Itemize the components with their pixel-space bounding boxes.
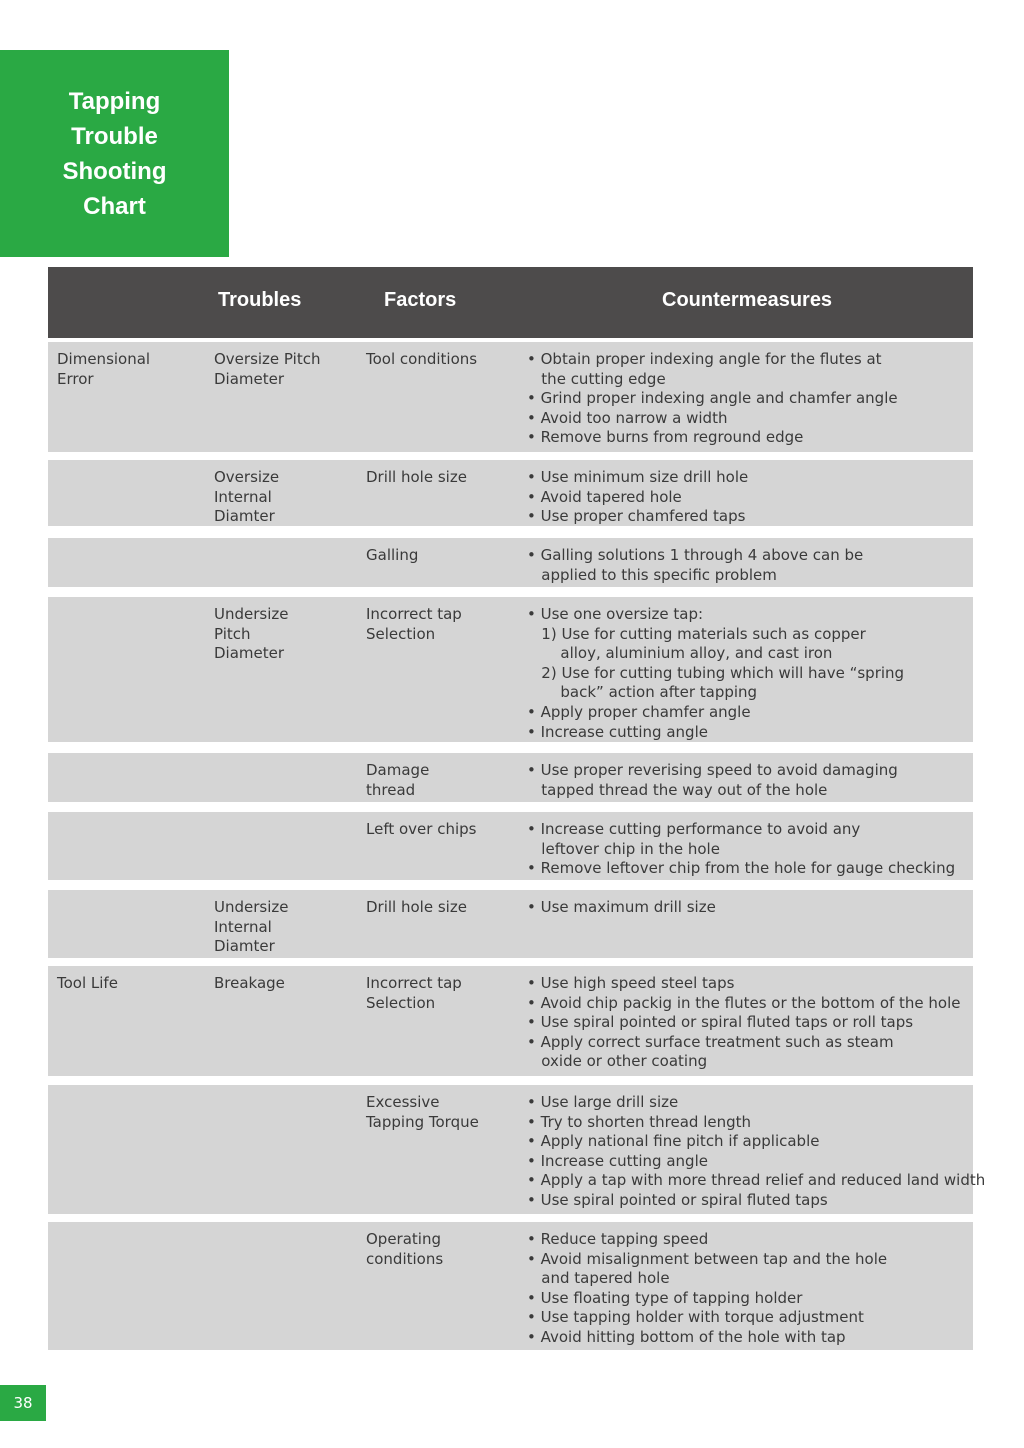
- countermeasure-line: back” action after tapping: [527, 683, 758, 702]
- table-row: [48, 460, 973, 526]
- countermeasure-line: • Use tapping holder with torque adjustment: [527, 1308, 864, 1327]
- title-block: [0, 50, 229, 257]
- factor-cell: Operating conditions: [366, 1230, 444, 1268]
- countermeasure-line: • Use minimum size drill hole: [527, 468, 749, 486]
- factor-cell: Drill hole size: [366, 468, 467, 486]
- countermeasure-line: and tapered hole: [527, 1269, 670, 1288]
- countermeasure-line: • Avoid too narrow a width: [527, 408, 728, 427]
- table-row: [48, 966, 973, 1076]
- countermeasure-cell: [527, 605, 967, 742]
- countermeasure-cell: [527, 1093, 986, 1211]
- table-row: [48, 597, 973, 742]
- countermeasure-line: • Use maximum drill size: [527, 898, 716, 916]
- countermeasure-line: • Apply proper chamfer angle: [527, 702, 751, 721]
- countermeasure-line: • Use proper chamfered taps: [527, 507, 746, 526]
- trouble-cell: Oversize Pitch Diameter: [214, 350, 321, 388]
- table-row: [48, 753, 973, 802]
- countermeasure-line: • Apply correct surface treatment such as steam: [527, 1032, 894, 1051]
- countermeasure-line: oxide or other coating: [527, 1052, 708, 1071]
- table-row: [48, 1222, 973, 1350]
- countermeasure-line: • Use floating type of tapping holder: [527, 1288, 803, 1307]
- countermeasure-line: • Avoid hitting bottom of the hole with tap: [527, 1327, 846, 1346]
- countermeasure-cell: [527, 468, 967, 527]
- factor-cell: Excessive Tapping Torque: [366, 1093, 479, 1131]
- trouble-cell: Undersize Pitch Diameter: [214, 605, 289, 663]
- table-row: [48, 890, 973, 958]
- countermeasure-line: • Increase cutting angle: [527, 1151, 708, 1170]
- countermeasure-cell: [527, 546, 967, 585]
- table-row: [48, 1085, 986, 1214]
- table-body: [48, 342, 986, 1350]
- table-row: [48, 812, 973, 880]
- category-cell: Tool Life: [57, 974, 118, 992]
- countermeasure-line: 1) Use for cutting materials such as copper: [527, 624, 866, 643]
- countermeasure-line: applied to this specific problem: [527, 565, 777, 584]
- trouble-cell: Oversize Internal Diamter: [214, 468, 280, 526]
- trouble-shooting-table: [48, 267, 986, 1350]
- factor-cell: Damage thread: [366, 761, 430, 799]
- countermeasure-line: leftover chip in the hole: [527, 839, 720, 858]
- header-factors: Factors: [384, 289, 457, 311]
- countermeasure-line: • Try to shorten thread length: [527, 1112, 752, 1131]
- factor-cell: Incorrect tap Selection: [366, 974, 462, 1012]
- table-header: [48, 267, 973, 338]
- countermeasure-cell: [527, 1230, 967, 1348]
- countermeasure-line: • Apply a tap with more thread relief and reduced land width: [527, 1171, 986, 1190]
- trouble-cell: Breakage: [214, 974, 285, 992]
- countermeasure-line: • Increase cutting angle: [527, 722, 708, 741]
- countermeasure-line: • Avoid chip packig in the flutes or the bottom of the hole: [527, 993, 961, 1012]
- factor-cell: Incorrect tap Selection: [366, 605, 462, 643]
- countermeasure-line: • Use high speed steel taps: [527, 974, 735, 992]
- countermeasure-line: • Avoid tapered hole: [527, 487, 682, 506]
- countermeasure-line: • Galling solutions 1 through 4 above can be: [527, 546, 864, 564]
- countermeasure-cell: [527, 761, 967, 800]
- header-troubles: Troubles: [218, 289, 302, 311]
- factor-cell: Drill hole size: [366, 898, 467, 916]
- countermeasure-cell: [527, 820, 967, 879]
- countermeasure-line: tapped thread the way out of the hole: [527, 780, 828, 799]
- countermeasure-line: 2) Use for cutting tubing which will have “spring: [527, 663, 905, 682]
- countermeasure-line: • Reduce tapping speed: [527, 1230, 709, 1248]
- countermeasure-line: • Apply national fine pitch if applicable: [527, 1132, 820, 1151]
- table-row: [48, 342, 973, 452]
- countermeasure-cell: [527, 898, 967, 918]
- factor-cell: Left over chips: [366, 820, 477, 838]
- countermeasure-line: • Use one oversize tap:: [527, 605, 704, 623]
- countermeasure-line: the cutting edge: [527, 369, 666, 388]
- countermeasure-line: • Obtain proper indexing angle for the flutes at: [527, 350, 882, 368]
- countermeasure-cell: [527, 350, 967, 448]
- factor-cell: Tool conditions: [366, 350, 478, 368]
- countermeasure-line: alloy, aluminium alloy, and cast iron: [527, 644, 833, 663]
- countermeasure-line: • Use spiral pointed or spiral fluted taps or roll taps: [527, 1013, 914, 1032]
- table-row: [48, 538, 973, 587]
- page-number: 38: [0, 1385, 46, 1421]
- countermeasure-line: • Use spiral pointed or spiral fluted taps: [527, 1190, 828, 1209]
- countermeasure-line: • Use proper reverising speed to avoid damaging: [527, 761, 898, 779]
- header-countermeasures: Countermeasures: [662, 289, 833, 311]
- countermeasure-line: • Remove leftover chip from the hole for gauge checking: [527, 859, 956, 878]
- countermeasure-line: • Avoid misalignment between tap and the hole: [527, 1249, 888, 1268]
- countermeasure-line: • Remove burns from reground edge: [527, 428, 804, 447]
- countermeasure-line: • Increase cutting performance to avoid any: [527, 820, 861, 838]
- category-cell: Dimensional Error: [57, 350, 151, 388]
- factor-cell: Galling: [366, 546, 419, 564]
- page-title: Tapping Trouble Shooting Chart: [62, 87, 167, 220]
- countermeasure-line: • Use large drill size: [527, 1093, 679, 1111]
- countermeasure-line: • Grind proper indexing angle and chamfer angle: [527, 389, 898, 408]
- countermeasure-cell: [527, 974, 967, 1072]
- trouble-cell: Undersize Internal Diamter: [214, 898, 289, 956]
